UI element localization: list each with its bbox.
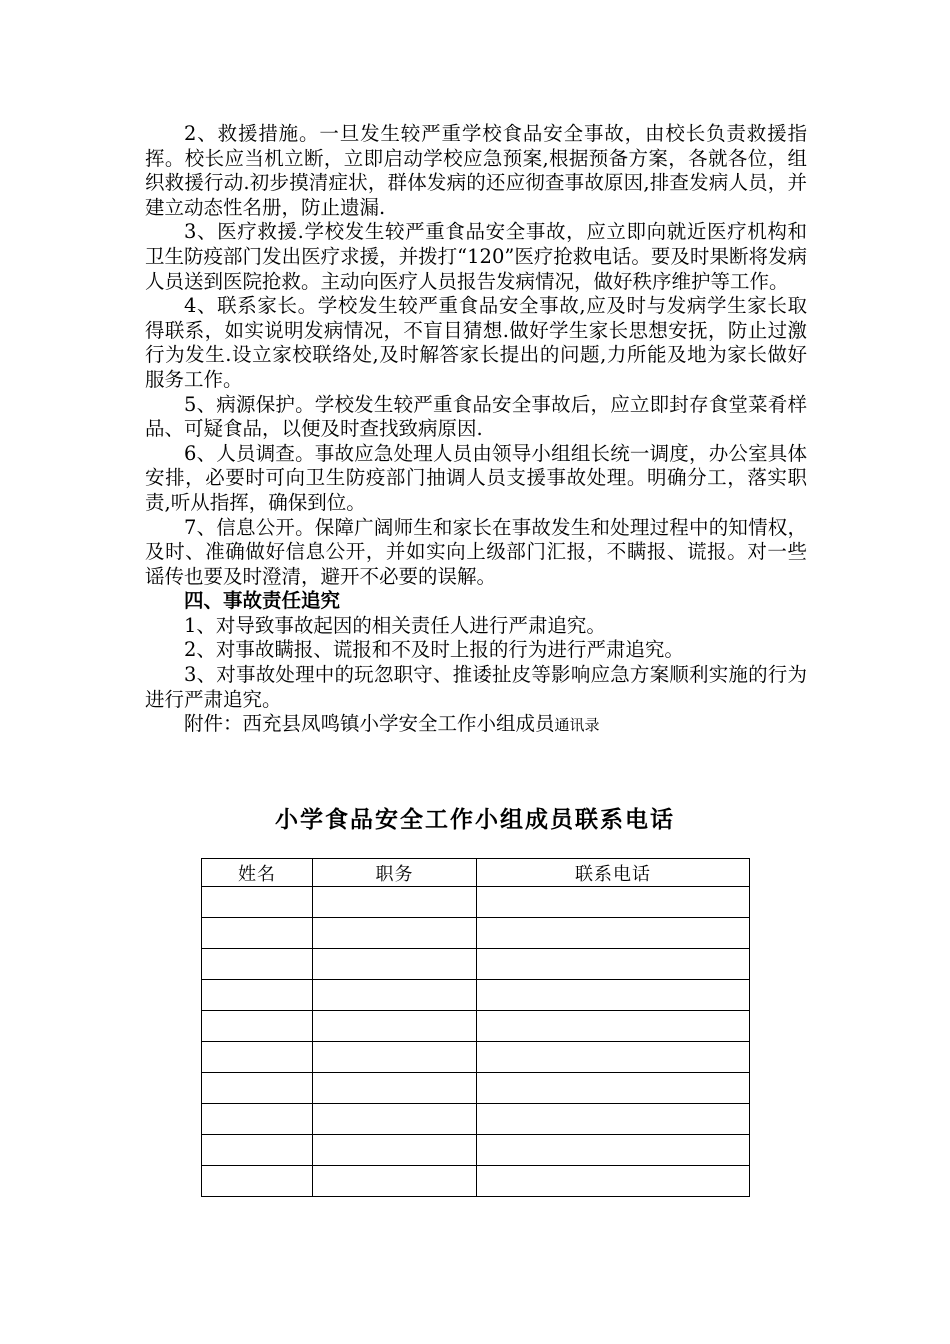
table-row [202, 1104, 750, 1135]
table-cell [477, 1011, 750, 1042]
table-cell [202, 1042, 313, 1073]
table-cell [313, 1166, 477, 1197]
table-row [202, 918, 750, 949]
section-heading: 四、事故责任追究 [184, 589, 341, 613]
table-cell [202, 1011, 313, 1042]
table-cell [313, 1135, 477, 1166]
table-cell [202, 949, 313, 980]
attachment-line [145, 712, 807, 738]
table-header-row [202, 859, 750, 887]
table-cell [202, 887, 313, 918]
table-cell [313, 980, 477, 1011]
table-row [202, 887, 750, 918]
table-cell [477, 1104, 750, 1135]
paragraph-rescue-measures: 2、救援措施。一旦发生较严重学校食品安全事故，由校长负责救援指挥。校长应当机立断，立即启动学校应急预案,根据预备方案，各就各位，组织救援行动.初步摸清症状，群体发病的还应彻查事故原因,排查发病人员，并建立动态性名册，防止遗漏. [145, 122, 807, 219]
table-cell [313, 918, 477, 949]
paragraph-medical-rescue: 3、医疗救援.学校发生较严重食品安全事故，应立即向就近医疗机构和卫生防疫部门发出医疗求援，并拨打“120”医疗抢救电话。要及时果断将发病人员送到医院抢救。主动向医疗人员报告发病情况，做好秩序维护等工作。 [145, 220, 807, 293]
table-cell [202, 1166, 313, 1197]
table-cell [313, 1011, 477, 1042]
table-cell [202, 1073, 313, 1104]
table-cell [477, 980, 750, 1011]
table-cell [202, 918, 313, 949]
table-cell [477, 949, 750, 980]
table-cell [477, 1135, 750, 1166]
accountability-item-3: 3、对事故处理中的玩忽职守、推诿扯皮等影响应急方案顺利实施的行为进行严肃追究。 [145, 663, 807, 711]
table-cell [202, 980, 313, 1011]
header-position: 职务 [313, 859, 477, 887]
table-row [202, 1135, 750, 1166]
table-row [202, 1166, 750, 1197]
accountability-item-1: 1、对导致事故起因的相关责任人进行严肃追究。 [184, 613, 606, 637]
table-cell [313, 1073, 477, 1104]
document-body [145, 122, 807, 738]
table-row [202, 980, 750, 1011]
header-phone: 联系电话 [477, 859, 750, 887]
accountability-item-2: 2、对事故瞒报、谎报和不及时上报的行为进行严肃追究。 [184, 638, 684, 662]
table-row [202, 1011, 750, 1042]
header-name: 姓名 [202, 859, 313, 887]
contact-table [201, 858, 750, 1197]
table-body [202, 887, 750, 1197]
table-row [202, 949, 750, 980]
attachment-text: 附件：西充县凤鸣镇小学安全工作小组成员 [184, 712, 555, 736]
attachment-suffix: 通讯录 [554, 716, 600, 735]
table-cell [477, 1042, 750, 1073]
table-cell [313, 887, 477, 918]
paragraph-contact-parents: 4、联系家长。学校发生较严重食品安全事故,应及时与发病学生家长取得联系，如实说明发病情况，不盲目猜想.做好学生家长思想安抚，防止过激行为发生.设立家校联络处,及时解答家长提出的问题,力所能及地为家长做好服务工作。 [145, 294, 807, 391]
table-row [202, 1073, 750, 1104]
table-cell [477, 918, 750, 949]
table-cell [477, 1166, 750, 1197]
paragraph-personnel-investigation: 6、人员调查。事故应急处理人员由领导小组组长统一调度，办公室具体安排，必要时可向卫生防疫部门抽调人员支援事故处理。明确分工，落实职责,听从指挥，确保到位。 [145, 441, 807, 514]
table-cell [477, 1073, 750, 1104]
table-cell [477, 887, 750, 918]
table-cell [313, 1104, 477, 1135]
paragraph-source-protection: 5、病源保护。学校发生较严重食品安全事故后，应立即封存食堂菜肴样品、可疑食品，以便及时查找致病原因. [145, 392, 807, 441]
table-cell [202, 1135, 313, 1166]
table-cell [202, 1104, 313, 1135]
paragraph-information-disclosure: 7、信息公开。保障广阔师生和家长在事故发生和处理过程中的知情权，及时、准确做好信息公开，并如实向上级部门汇报，不瞒报、谎报。对一些谣传也要及时澄清，避开不必要的误解。 [145, 515, 807, 588]
table-cell [313, 949, 477, 980]
table-row [202, 1042, 750, 1073]
table-cell [313, 1042, 477, 1073]
table-title: 小学食品安全工作小组成员联系电话 [275, 806, 675, 833]
